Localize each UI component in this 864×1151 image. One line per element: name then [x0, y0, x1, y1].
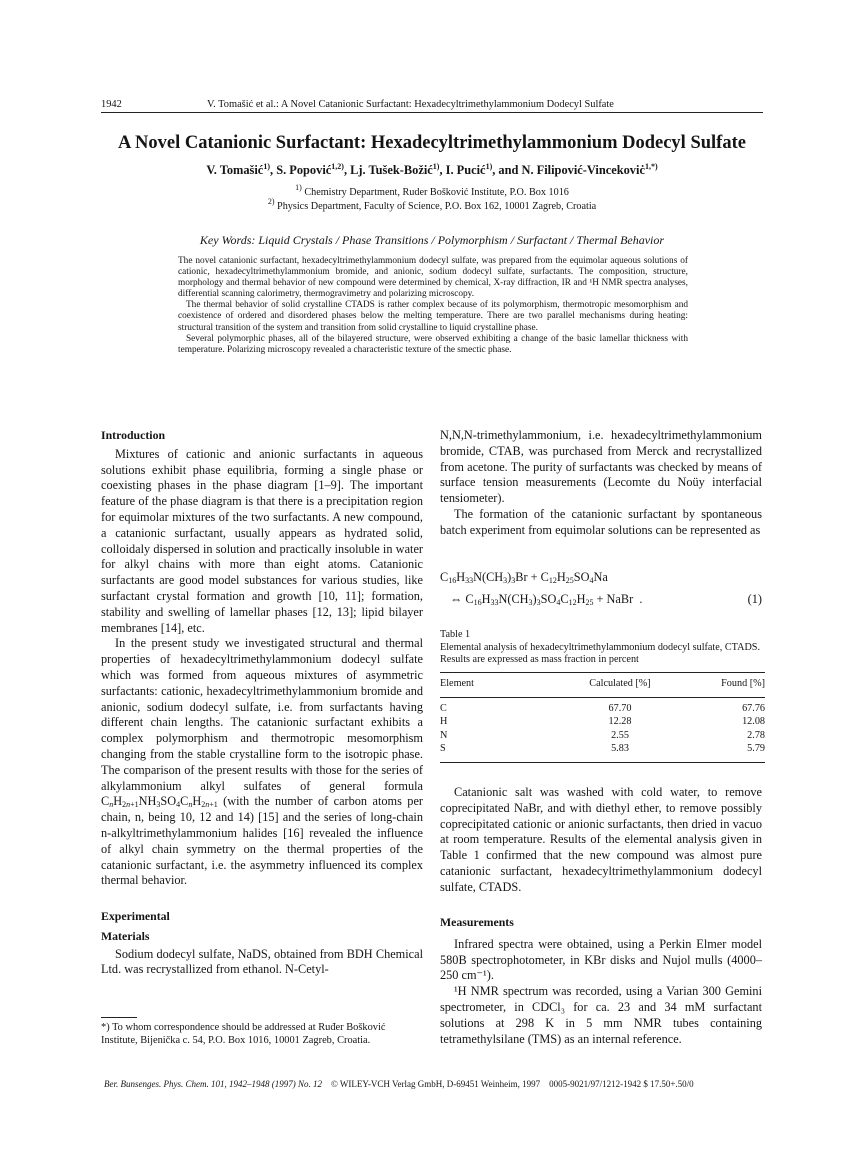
author-separator: , [343, 163, 351, 177]
measurements-section [440, 915, 762, 1047]
equation-1 [440, 570, 762, 607]
author-separator: , [439, 163, 446, 177]
table-cell: N [440, 729, 448, 741]
table-cell: 2.55 [611, 729, 629, 741]
table-cell: 12.28 [608, 716, 632, 728]
table-header-found: Found [%] [721, 678, 765, 690]
table-bottom-rule [440, 762, 765, 763]
page-number: 1942 [101, 99, 122, 110]
affiliation-mark: 2) [267, 197, 275, 206]
author-list [0, 163, 864, 178]
equation-dot: . [639, 592, 643, 606]
equation-line-1: $C_{16}H_{33}N(CH_3)_3Br + C_{12}H_{25}SO_4Na$ [440, 570, 608, 585]
author-affiliation-mark: 1) [485, 162, 493, 171]
author-separator: , and [492, 163, 522, 177]
table-cell: 2.78 [747, 729, 765, 741]
journal-citation: Ber. Bunsenges. Phys. Chem. 101, 1942–1948 (1997) No. 12 [104, 1079, 322, 1089]
footnote-rule [101, 1017, 137, 1018]
equation-number: (1) [747, 592, 762, 606]
table-top-rule [440, 672, 765, 673]
paper-title: A Novel Catanionic Surfactant: Hexadecyltrimethylammonium Dodecyl Sulfate [118, 133, 746, 153]
journal-footer [104, 1079, 764, 1089]
running-title: V. Tomašić et al.: A Novel Catanionic Surfactant: Hexadecyltrimethylammonium Dodecyl Sulfate [207, 99, 614, 110]
abstract-paragraph: The novel catanionic surfactant, hexadecyltrimethylammonium dodecyl sulfate, was prepared from the equimolar aqueous solutions of cationic, hexadecyltrimethylammonium bromide, and anionic, sodium dodecyl sulfate, surfactants. The composition, structure, morphology and thermal behavior of new compound were determined by chemical, X-ray diffraction, IR and ¹H NMR spectra analyses, differential scanning calorimetry, thermogravimetry and polarizing microscopy. [178, 256, 688, 300]
equilibrium-arrow-icon: ⇔ [450, 592, 463, 606]
table-1-caption [440, 629, 765, 667]
footnote: *) To whom correspondence should be addressed at Ruđer Bošković Institute, Bijenička c. 54, P.O. Box 1016, 10001 Zagreb, Croatia. [101, 1022, 386, 1047]
intro-paragraph-2-text-a: In the present study we investigated structural and thermal properties of hexadecyltrimethylammonium dodecyl sulfate which was formed from aqueous mixtures of asymmetric surfactants: cationic, hexadecyltrimethylammonium bromide and anionic, sodium dodecyl sulfate, i.e. from surfactants having different chain lengths. The catanionic surfactant exhibits a complex polymorphism and thermotropic mesomorphism changing from the stable crystalline form to the isotropic phase. The comparison of the present results with those for the series of alkylammonium alkyl sulfates of general formula [101, 636, 423, 793]
article-code: 0005-9021/97/1212-1942 $ 17.50+.50/0 [549, 1079, 694, 1089]
table-cell: 12.08 [742, 716, 765, 728]
author-separator: , [269, 163, 277, 177]
table-header-calculated: Calculated [%] [589, 678, 651, 690]
nmr-paragraph: ¹H NMR spectrum was recorded, using a Varian 300 Gemini spectrometer, in CDCl₃ for ca. 23 and 34 mM surfactant solutions at 298 K in 5 mm NMR tubes containing tetramethylsilane (TMS) as an internal reference. [440, 984, 762, 1046]
purification-paragraph: Catanionic salt was washed with cold water, to remove coprecipitated NaBr, and with diethyl ether, to remove possibly coprecipitated cationic or anionic surfactants, then dried in vacuo at room temperature. Results of the elemental analysis given in Table 1 confirmed that the new compound was almost pure catanionic surfactant, hexadecyltrimethylammonium dodecyl sulfate, CTADS. [440, 785, 762, 894]
table-row [440, 742, 765, 755]
affiliation-1 [0, 183, 864, 198]
running-header [101, 99, 763, 113]
intro-paragraph-1: Mixtures of cationic and anionic surfactants in aqueous solutions exhibit phase equilibria, forming a single phase or coexisting phases in the phase diagram [1–9]. The important feature of the phase diagram is that there is a precipitation region for equimolar mixtures of the two surfactants. A new compound, a catanionic surfactant, usually appears as hydrated solid, colloidaly dispersed in solution and practically insoluble in water for alkyl chains with more than eight atoms. Catanionic surfactants are good model substances for various studies, like surfactant crystal formation and growth [10, 11]; formation, stability and swelling of lamellar phases [12, 13]; lipid bilayer membranes [14], etc. [101, 446, 423, 635]
abstract-paragraph: The thermal behavior of solid crystalline CTADS is rather complex because of its polymorphism, thermotropic mesomorphism and coexistence of ordered and disordered phases below the melting temperature. There are two parallel mechanisms during heating: structural transition of the system and transition from solid crystalline to liquid crystalline phase. [178, 300, 688, 333]
table-cell: 67.76 [742, 703, 765, 715]
table-cell: 5.79 [747, 742, 765, 754]
materials-paragraph: Sodium dodecyl sulfate, NaDS, obtained from BDH Chemical Ltd. was recrystallized from ethanol. N-Cetyl- [101, 946, 423, 977]
keywords: Key Words: Liquid Crystals / Phase Transitions / Polymorphism / Surfactant / Thermal Behavior [199, 233, 665, 247]
publisher-copyright: © WILEY-VCH Verlag GmbH, D-69451 Weinheim, 1997 [330, 1079, 541, 1089]
author: Lj. Tušek-Božić [350, 163, 433, 177]
author: V. Tomašić [206, 163, 264, 177]
author-affiliation-mark: 1) [263, 162, 270, 171]
table-1 [440, 677, 765, 755]
table-cell: C [440, 703, 447, 715]
table-row [440, 715, 765, 728]
author: I. Pucić [445, 163, 486, 177]
author-affiliation-mark: 1,*) [644, 162, 658, 171]
author-affiliation-mark: 1,2) [331, 162, 344, 171]
author: S. Popović [276, 163, 332, 177]
table-cell: H [440, 716, 448, 728]
table-caption: Elemental analysis of hexadecyltrimethylammonium dodecyl sulfate, CTADS. Results are expressed as mass fraction in percent [440, 641, 761, 666]
author-affiliation-mark: 1) [432, 162, 440, 171]
section-heading-experimental: Experimental [101, 909, 170, 923]
abstract [178, 256, 688, 356]
affiliation-text: Physics Department, Faculty of Science, P.O. Box 162, 10001 Zagreb, Croatia [277, 201, 597, 212]
table-cell: 5.83 [611, 742, 629, 754]
table-row [440, 729, 765, 742]
section-heading-introduction: Introduction [101, 428, 166, 442]
table-row [440, 702, 765, 715]
equation-line-2: ⇔ $C_{16}H_{33}N(CH_3)_3SO_4C_{12}H_{25}$ + NaBr . (1) [450, 592, 762, 607]
subsection-heading-measurements: Measurements [440, 915, 514, 929]
subsection-heading-materials: Materials [101, 928, 150, 943]
affiliation-text: Chemistry Department, Ruder Bošković Institute, P.O. Box 1016 [304, 187, 569, 198]
materials-paragraph-continued: N,N,N-trimethylammonium, i.e. hexadecyltrimethylammonium bromide, CTAB, was purchased from Merck and recrystallized from acetone. The purity of surfactants was checked by means of surface tension measurements (Lecomte du Noüy interfacial tensiometer). [440, 428, 762, 506]
purification-section [440, 785, 762, 896]
abstract-paragraph: Several polymorphic phases, all of the bilayered structure, were observed exhibiting a change of the basic lamellar thickness with temperature. Polarizing microscopy revealed a characteristic texture of the smectic phase. [178, 333, 688, 355]
table-label: Table 1 [440, 629, 471, 640]
formation-paragraph: The formation of the catanionic surfactant by spontaneous batch experiment from equimolar solutions can be represented as [440, 506, 762, 537]
table-cell: S [440, 742, 446, 754]
author: N. Filipović-Vincekoviċ [521, 163, 645, 177]
right-column-top [440, 428, 762, 539]
affiliation-2 [0, 197, 864, 212]
general-formula: $C_nH_{2n+1}NH_3SO_4C_nH_{2n+1}$ [101, 794, 218, 810]
table-header-rule [440, 697, 765, 698]
intro-paragraph-2-text-b: (with the number of carbon atoms per chain, n, being 10, 12 and 14) [15] and the series of long-chain n-alkyltrimethylammonium halides [16] revealed the influence of alkyl chain symmetry on the thermal properties of the catanionic surfactant, i.e. the asymmetry influenced its complex thermal behavior. [101, 794, 423, 888]
intro-paragraph-2 [101, 636, 423, 889]
intro-section [101, 428, 423, 889]
table-header-row [440, 677, 765, 690]
table-header-element: Element [440, 678, 474, 690]
affiliation-mark: 1) [295, 183, 302, 192]
ir-paragraph: Infrared spectra were obtained, using a Perkin Elmer model 580B spectrophotometer, in KBr disks and Nujol mulls (4000–250 cm⁻¹). [440, 936, 762, 983]
table-cell: 67.70 [608, 703, 632, 715]
experimental-section [101, 909, 423, 978]
